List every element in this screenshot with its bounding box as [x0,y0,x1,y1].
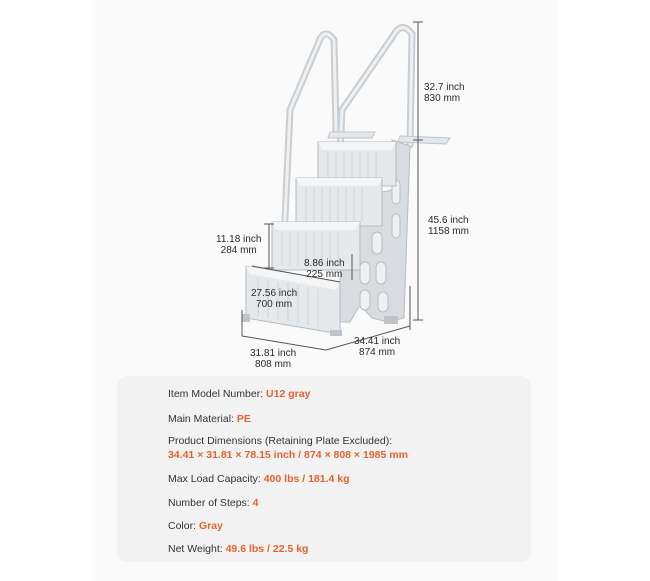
spec-dimensions: Product Dimensions (Retaining Plate Excluded): 34.41 × 31.81 × 78.15 inch / 874 × 808 × 1985 mm [168,435,408,461]
step-width-label: 27.56 inch 700 mm [251,288,298,310]
spec-load: Max Load Capacity: 400 lbs / 181.4 kg [168,473,350,485]
spec-color: Color: Gray [168,520,223,532]
retaining-plate [398,136,450,144]
step-depth-label: 8.86 inch 225 mm [304,258,345,280]
base-depth-label: 31.81 inch 808 mm [250,348,297,370]
spec-card [117,376,531,562]
base-width-label: 34.41 inch 874 mm [354,336,401,358]
deck-height-label: 45.6 inch 1158 mm [428,215,469,237]
spec-weight: Net Weight: 49.6 lbs / 22.5 kg [168,543,309,555]
step-riser-label: 11.18 inch 284 mm [216,234,262,256]
handrail-height-label: 32.7 inch 830 mm [424,82,465,104]
spec-model: Item Model Number: U12 gray [168,388,311,400]
spec-steps: Number of Steps: 4 [168,497,259,509]
spec-material: Main Material: PE [168,413,251,425]
